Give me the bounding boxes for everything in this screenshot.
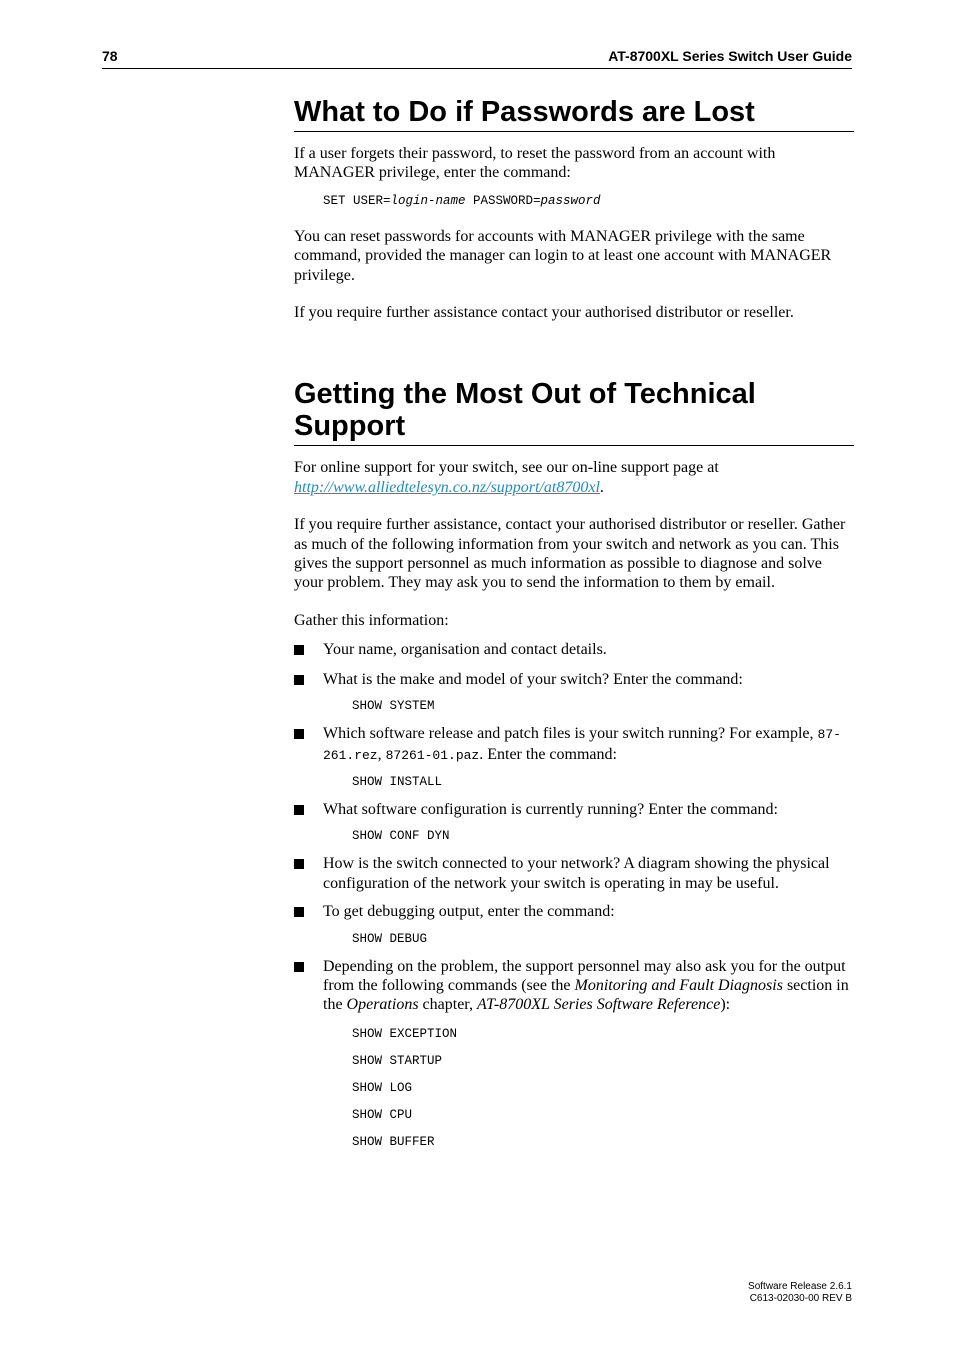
support-page-link[interactable]: http://www.alliedtelesyn.co.nz/support/at8700xl: [294, 478, 600, 496]
show-cpu-command: SHOW CPU: [352, 1107, 413, 1122]
bullet-square-icon: [294, 645, 304, 655]
page-header: [102, 47, 852, 69]
info-list: [294, 640, 854, 1149]
list-item: What software configuration is currently running? Enter the command: SHOW CONF DYN: [294, 800, 854, 844]
show-install-command: SHOW INSTALL: [352, 774, 443, 789]
show-exception-command: SHOW EXCEPTION: [352, 1026, 458, 1041]
bullet-square-icon: [294, 859, 304, 869]
set-user-command: SET USER=login-name PASSWORD=password: [323, 193, 601, 208]
section-heading-technical-support: Getting the Most Out of Technical Support: [294, 378, 854, 446]
bullet-square-icon: [294, 805, 304, 815]
list-item: What is the make and model of your switch? Enter the command: SHOW SYSTEM: [294, 670, 854, 714]
running-title: AT-8700XL Series Switch User Guide: [608, 48, 852, 64]
page-content: [294, 96, 854, 1150]
show-startup-command: SHOW STARTUP: [352, 1053, 443, 1068]
list-item: How is the switch connected to your network? A diagram showing the physical configuration of the network your switch is operating in may be useful.: [294, 854, 854, 893]
show-system-command: SHOW SYSTEM: [352, 699, 435, 714]
page-number: 78: [102, 48, 118, 64]
page-footer: [748, 1281, 852, 1305]
list-item: Depending on the problem, the support personnel may also ask you for the output from the following commands (see the Monitoring and Fault Diagnosis section in the Operations chapter, AT-8700XL Series Software Reference): SHOW EXCEPTION SHOW STARTUP SHOW LOG SHOW CPU SHOW BUFFER: [294, 957, 854, 1150]
software-release-label: Software Release 2.6.1: [748, 1281, 852, 1292]
document-code-label: C613-02030-00 REV B: [749, 1293, 852, 1304]
passwords-intro-paragraph: If a user forgets their password, to reset the password from an account with MANAGER privilege, enter the command:: [294, 145, 776, 182]
bullet-square-icon: [294, 962, 304, 972]
gather-this-label: Gather this information:: [294, 611, 449, 629]
show-buffer-command: SHOW BUFFER: [352, 1134, 435, 1149]
passwords-assistance-paragraph: If you require further assistance contact your authorised distributor or reseller.: [294, 304, 794, 322]
list-item: To get debugging output, enter the command: SHOW DEBUG: [294, 902, 854, 946]
gather-info-paragraph: If you require further assistance, contact your authorised distributor or reseller. Gather as much of the following information from your switch and network as you can. This gives the support personnel as much information as possible to diagnose and solve your problem. They may ask you to send the information to them by email.: [294, 516, 846, 592]
bullet-square-icon: [294, 729, 304, 739]
list-item: Which software release and patch files is your switch running? For example, 87-261.rez, 87261-01.paz. Enter the command: SHOW INSTALL: [294, 724, 854, 790]
online-support-paragraph: For online support for your switch, see our on-line support page at http://www.alliedtelesyn.co.nz/support/at8700xl.: [294, 459, 719, 496]
list-item: Your name, organisation and contact details.: [294, 640, 854, 659]
show-log-command: SHOW LOG: [352, 1080, 413, 1095]
section-heading-passwords-lost: What to Do if Passwords are Lost: [294, 96, 854, 132]
bullet-square-icon: [294, 675, 304, 685]
bullet-square-icon: [294, 907, 304, 917]
passwords-reset-paragraph: You can reset passwords for accounts with MANAGER privilege with the same command, provided the manager can login to at least one account with MANAGER privilege.: [294, 227, 832, 284]
show-conf-dyn-command: SHOW CONF DYN: [352, 829, 450, 844]
show-debug-command: SHOW DEBUG: [352, 931, 428, 946]
